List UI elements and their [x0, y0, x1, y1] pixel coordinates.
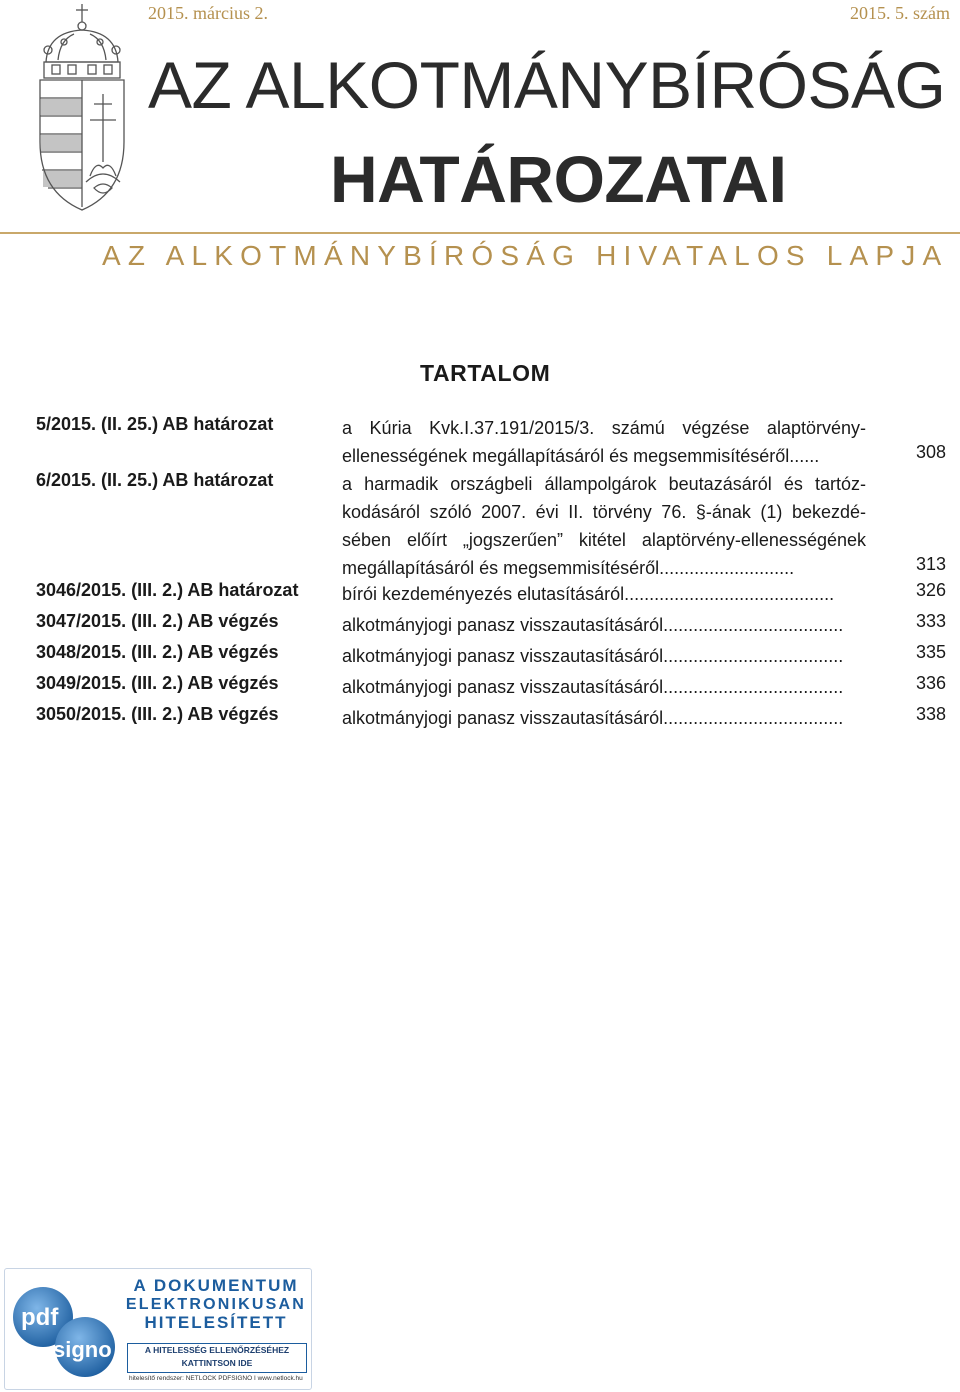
- pdf-signo-logo-icon: [9, 1283, 117, 1383]
- svg-text:signo: signo: [53, 1337, 112, 1362]
- toc-entry-ref: 3048/2015. (III. 2.) AB végzés: [36, 642, 279, 662]
- toc-entry-description: [342, 414, 866, 470]
- badge-line: A DOKUMENTUM: [133, 1276, 299, 1295]
- badge-line: HITELESÍTETT: [144, 1313, 288, 1332]
- verify-link-line: KATTINTSON IDE: [181, 1358, 253, 1368]
- badge-heading: [123, 1277, 309, 1332]
- publication-subtitle: AZ ALKOTMÁNYBÍRÓSÁG HIVATALOS LAPJA: [102, 240, 949, 271]
- toc-entry-description: [342, 704, 866, 732]
- toc-entry-line: ellenességének megállapításáról és megsemmisítéséről......: [342, 446, 820, 466]
- issue-date: 2015. március 2.: [148, 3, 268, 23]
- toc-entry-page: 313: [915, 554, 946, 574]
- toc-heading: TARTALOM: [420, 360, 551, 386]
- toc-entry-ref: 3049/2015. (III. 2.) AB végzés: [36, 673, 279, 693]
- toc-entry-line: sében előírt „jogszerűen” kitétel alaptörvény-ellenességének: [342, 530, 866, 550]
- toc-entry-ref: 6/2015. (II. 25.) AB határozat: [36, 470, 274, 490]
- toc-entry-page: 335: [915, 642, 946, 662]
- toc-entry-description: [342, 611, 866, 639]
- toc-entry-ref: 3047/2015. (III. 2.) AB végzés: [36, 611, 279, 631]
- toc-entry-line: alkotmányjogi panasz visszautasításáról....................................: [342, 646, 844, 666]
- issue-number: 2015. 5. szám: [850, 3, 950, 23]
- toc-entry-line: bírói kezdeményezés elutasításáról..........................................: [342, 584, 835, 604]
- toc-entry-page: 336: [915, 673, 946, 693]
- header-divider: [0, 232, 960, 234]
- toc-entry-line: alkotmányjogi panasz visszautasításáról....................................: [342, 708, 844, 728]
- toc-entry-line: a harmadik országbeli állampolgárok beutazásáról és tartóz-: [342, 474, 866, 494]
- toc-entry-line: alkotmányjogi panasz visszautasításáról....................................: [342, 677, 844, 697]
- verify-link-line: A HITELESSÉG ELLENŐRZÉSÉHEZ: [144, 1345, 290, 1355]
- toc-entry-ref: 3050/2015. (III. 2.) AB végzés: [36, 704, 279, 724]
- verify-link[interactable]: [127, 1343, 307, 1373]
- badge-footer: hitelesítő rendszer: NETLOCK PDFSIGNO I www.netlock.hu: [129, 1375, 303, 1382]
- publication-title-line1: AZ ALKOTMÁNYBÍRÓSÁG: [148, 48, 946, 122]
- toc-entry-line: megállapításáról és megsemmisítéséről...........................: [342, 558, 795, 578]
- toc-entry-page: 326: [915, 580, 946, 600]
- toc-entry-line: a Kúria Kvk.I.37.191/2015/3. számú végzése alaptörvény-: [342, 418, 866, 438]
- toc-entry-description: [342, 580, 866, 608]
- toc-entry-ref: 5/2015. (II. 25.) AB határozat: [36, 414, 274, 434]
- toc-entry-description: [342, 673, 866, 701]
- toc-entry-page: 333: [915, 611, 946, 631]
- e-signature-verification-badge[interactable]: [4, 1268, 312, 1390]
- toc-entry-description: [342, 642, 866, 670]
- toc-entry-page: 338: [915, 704, 946, 724]
- toc-entry-line: alkotmányjogi panasz visszautasításáról....................................: [342, 615, 844, 635]
- toc-entry-line: kodásáról szóló 2007. évi II. törvény 76. §-ának (1) bekezdé-: [342, 502, 866, 522]
- toc-entry-description: [342, 470, 866, 582]
- svg-text:pdf: pdf: [21, 1304, 59, 1331]
- badge-line: ELEKTRONIKUSAN: [125, 1296, 307, 1313]
- toc-entry-page: 308: [915, 442, 946, 462]
- publication-title-line2: HATÁROZATAI: [330, 142, 787, 216]
- hungarian-coat-of-arms-icon: [34, 2, 130, 214]
- toc-entry-ref: 3046/2015. (III. 2.) AB határozat: [36, 580, 299, 600]
